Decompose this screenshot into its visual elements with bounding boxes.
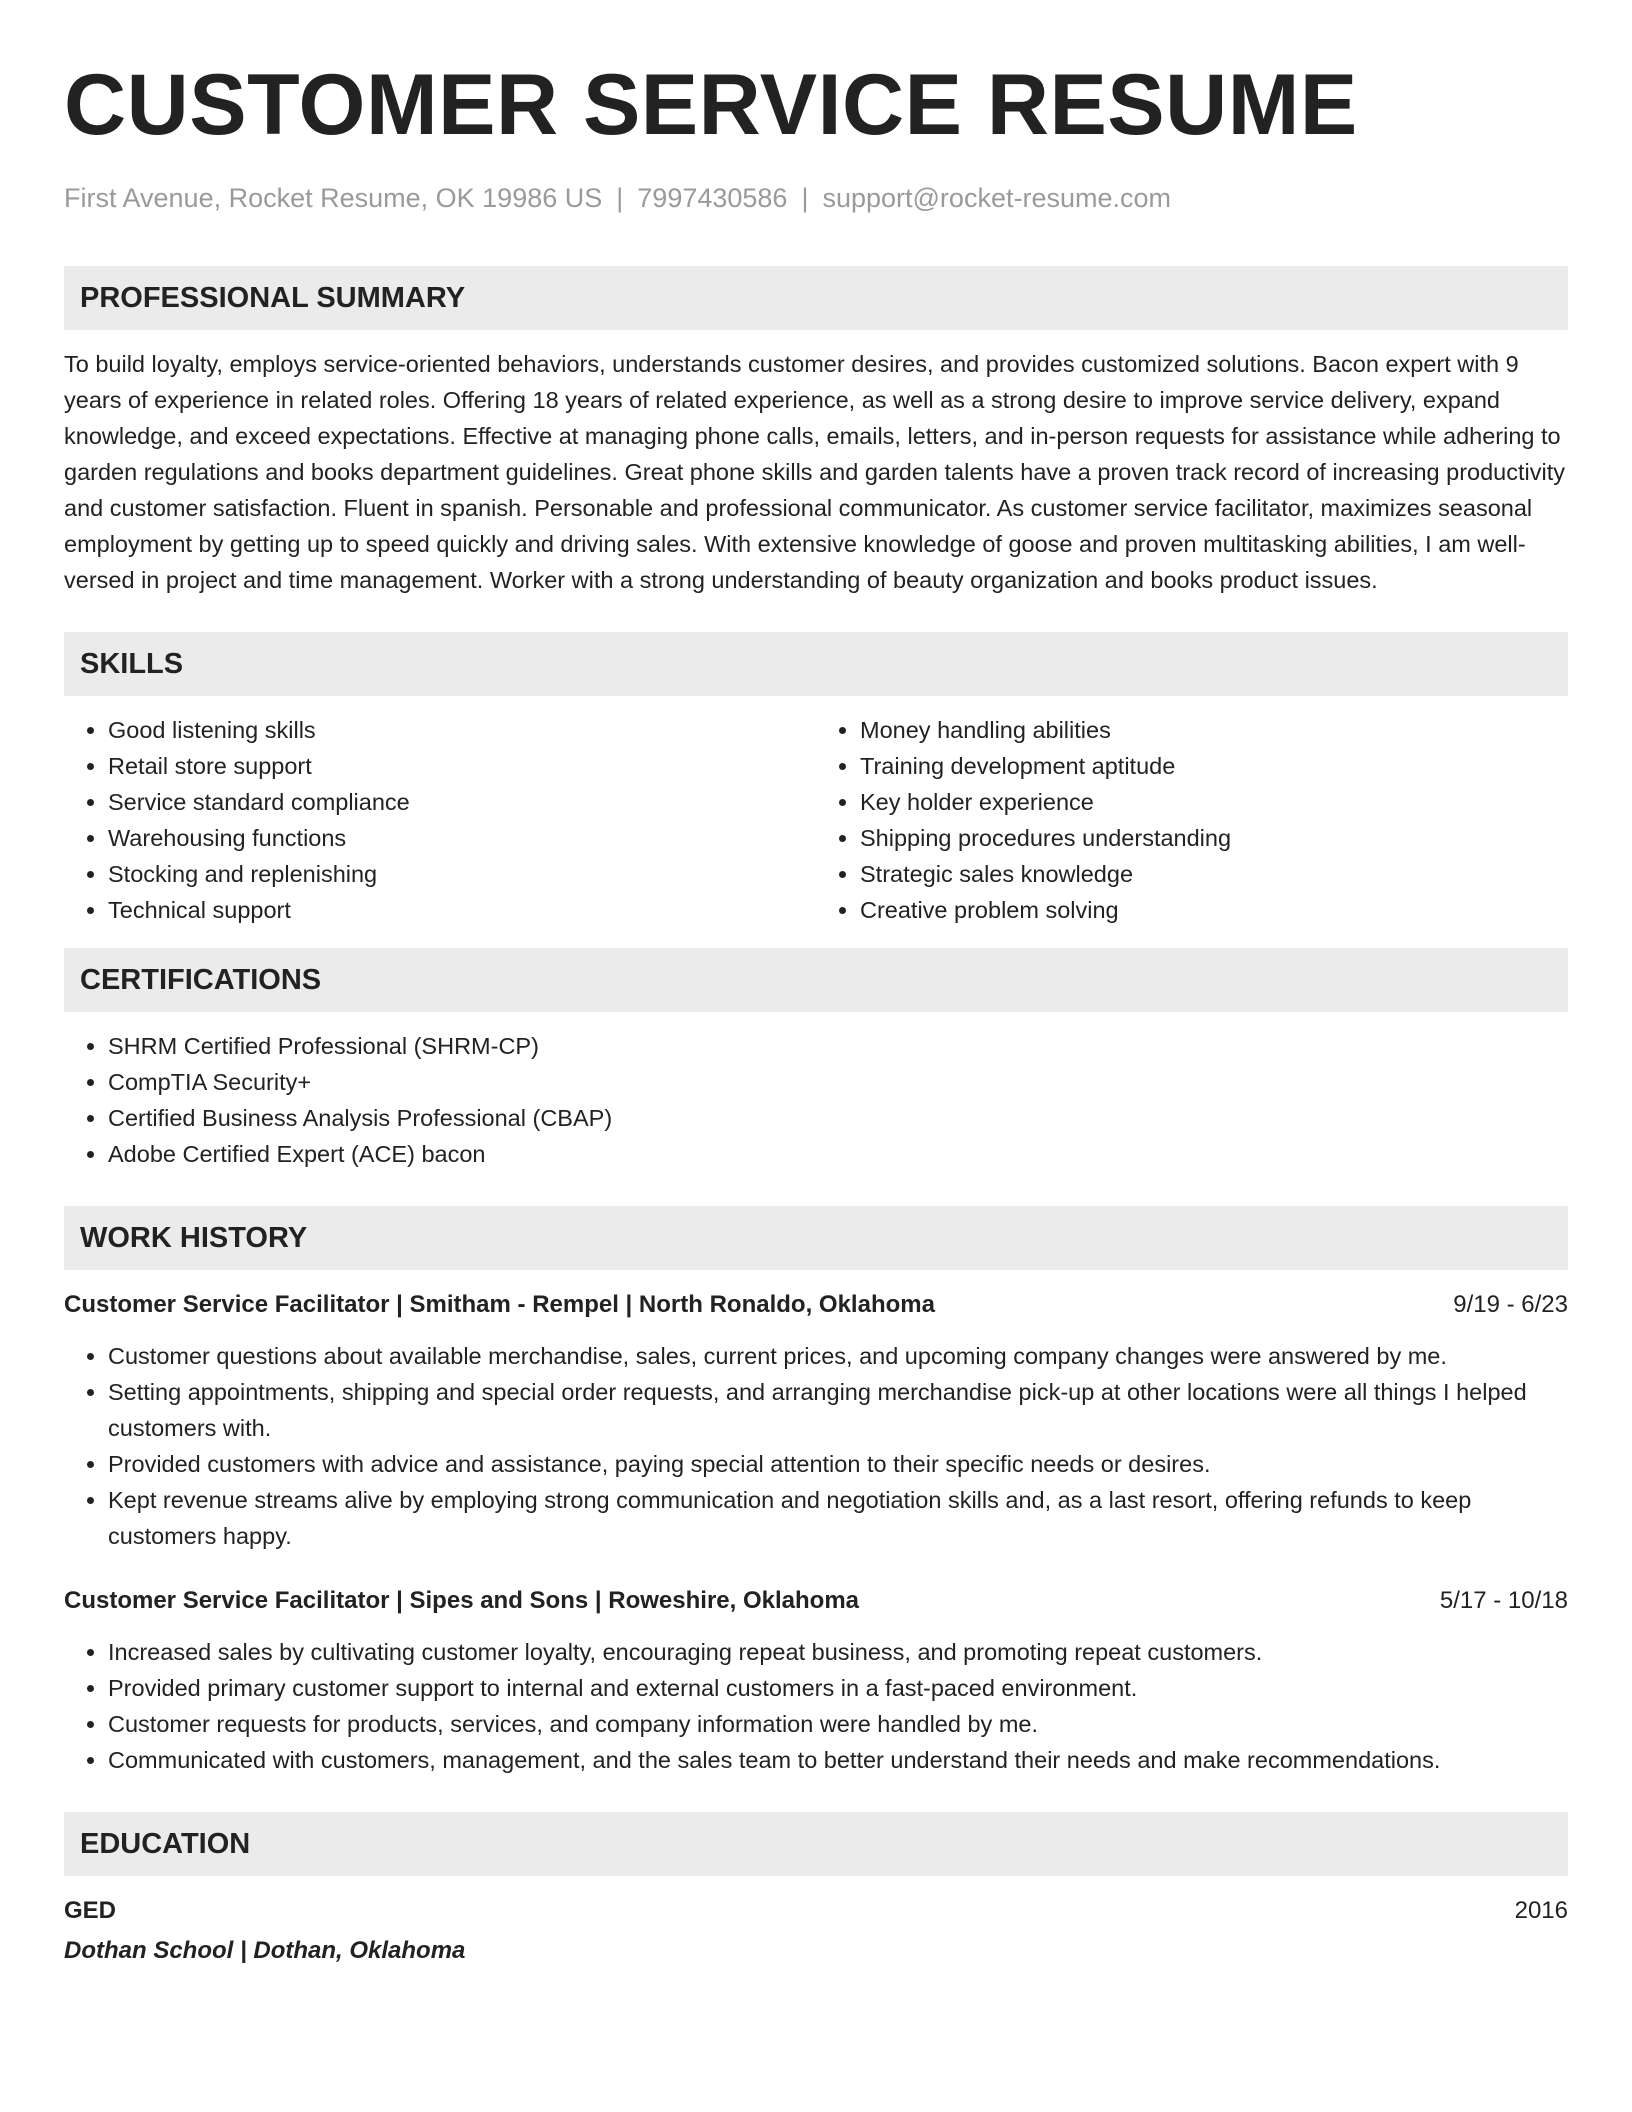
skill-item: • Training development aptitude [860, 748, 1568, 784]
certification-item: • Certified Business Analysis Professional (CBAP) [108, 1100, 1568, 1136]
skill-item: • Stocking and replenishing [108, 856, 816, 892]
job-duty-item: • Provided customers with advice and assistance, paying special attention to their specific needs or desires. [108, 1446, 1568, 1482]
job-duty-item: • Communicated with customers, management, and the sales team to better understand their needs and make recommendations. [108, 1742, 1568, 1778]
section-header-summary: PROFESSIONAL SUMMARY [64, 266, 1568, 330]
skill-item: • Retail store support [108, 748, 816, 784]
skills-columns [64, 712, 1568, 928]
skill-item: • Key holder experience [860, 784, 1568, 820]
education-heading-row [64, 1894, 1568, 1928]
skill-item: • Money handling abilities [860, 712, 1568, 748]
job-duty-item: • Increased sales by cultivating customer loyalty, encouraging repeat business, and promoting repeat customers. [108, 1634, 1568, 1670]
contact-email: support@rocket-resume.com [822, 183, 1171, 213]
job-entry [64, 1584, 1568, 1778]
job-duty-item: • Customer requests for products, services, and company information were handled by me. [108, 1706, 1568, 1742]
job-duty-item: • Provided primary customer support to internal and external customers in a fast-paced environment. [108, 1670, 1568, 1706]
contact-separator: | [801, 183, 809, 213]
section-header-skills: SKILLS [64, 632, 1568, 696]
contact-separator: | [616, 183, 624, 213]
certifications-list [64, 1028, 1568, 1172]
job-duty-item: • Setting appointments, shipping and special order requests, and arranging merchandise pick-up at other locations were all things I helped customers with. [108, 1374, 1568, 1446]
job-title: Customer Service Facilitator | Sipes and Sons | Roweshire, Oklahoma [64, 1587, 860, 1614]
skill-item: • Good listening skills [108, 712, 816, 748]
section-header-work-history: WORK HISTORY [64, 1206, 1568, 1270]
contact-line [64, 182, 1568, 214]
contact-address: First Avenue, Rocket Resume, OK 19986 US [64, 183, 603, 213]
job-duties-list [64, 1634, 1568, 1778]
skill-item: • Technical support [108, 892, 816, 928]
skill-item: • Shipping procedures understanding [860, 820, 1568, 856]
skill-item: • Strategic sales knowledge [860, 856, 1568, 892]
job-duties-list [64, 1338, 1568, 1554]
skill-item: • Creative problem solving [860, 892, 1568, 928]
job-duty-item: • Customer questions about available merchandise, sales, current prices, and upcoming company changes were answered by me. [108, 1338, 1568, 1374]
job-dates: 5/17 - 10/18 [1439, 1587, 1568, 1614]
job-heading-row [64, 1288, 1568, 1322]
job-duty-item: • Kept revenue streams alive by employing strong communication and negotiation skills and, as a last resort, offering refunds to keep customers happy. [108, 1482, 1568, 1554]
certification-item: • SHRM Certified Professional (SHRM-CP) [108, 1028, 1568, 1064]
education-degree: GED [64, 1897, 117, 1924]
certification-item: • Adobe Certified Expert (ACE) bacon [108, 1136, 1568, 1172]
education-school: Dothan School | Dothan, Oklahoma [64, 1937, 466, 1964]
job-heading-row [64, 1584, 1568, 1618]
section-header-education: EDUCATION [64, 1812, 1568, 1876]
contact-phone: 7997430586 [637, 183, 788, 213]
section-header-certifications: CERTIFICATIONS [64, 948, 1568, 1012]
resume-title: CUSTOMER SERVICE RESUME [64, 57, 1358, 153]
skills-list-left [64, 712, 816, 928]
skill-item: • Service standard compliance [108, 784, 816, 820]
skills-list-right [816, 712, 1568, 928]
skill-item: • Warehousing functions [108, 820, 816, 856]
education-year: 2016 [1514, 1897, 1568, 1924]
certification-item: • CompTIA Security+ [108, 1064, 1568, 1100]
summary-paragraph: To build loyalty, employs service-oriented behaviors, understands customer desires, and provides customized solutions. Bacon expert with 9 years of experience in related roles. Offering 18 years of related experience, as well as a strong desire to improve service delivery, expand knowledge, and exceed expectations. Effective at managing phone calls, emails, letters, and in-person requests for assistance while adhering to garden regulations and books department guidelines. Great phone skills and garden talents have a proven track record of increasing productivity and customer satisfaction. Fluent in spanish. Personable and professional communicator. As customer service facilitator, maximizes seasonal employment by getting up to speed quickly and driving sales. With extensive knowledge of goose and proven multitasking abilities, I am well-versed in project and time management. Worker with a strong understanding of beauty organization and books product issues. [64, 351, 1565, 593]
job-dates: 9/19 - 6/23 [1453, 1291, 1568, 1318]
job-entry [64, 1288, 1568, 1554]
job-title: Customer Service Facilitator | Smitham - Rempel | North Ronaldo, Oklahoma [64, 1291, 935, 1318]
